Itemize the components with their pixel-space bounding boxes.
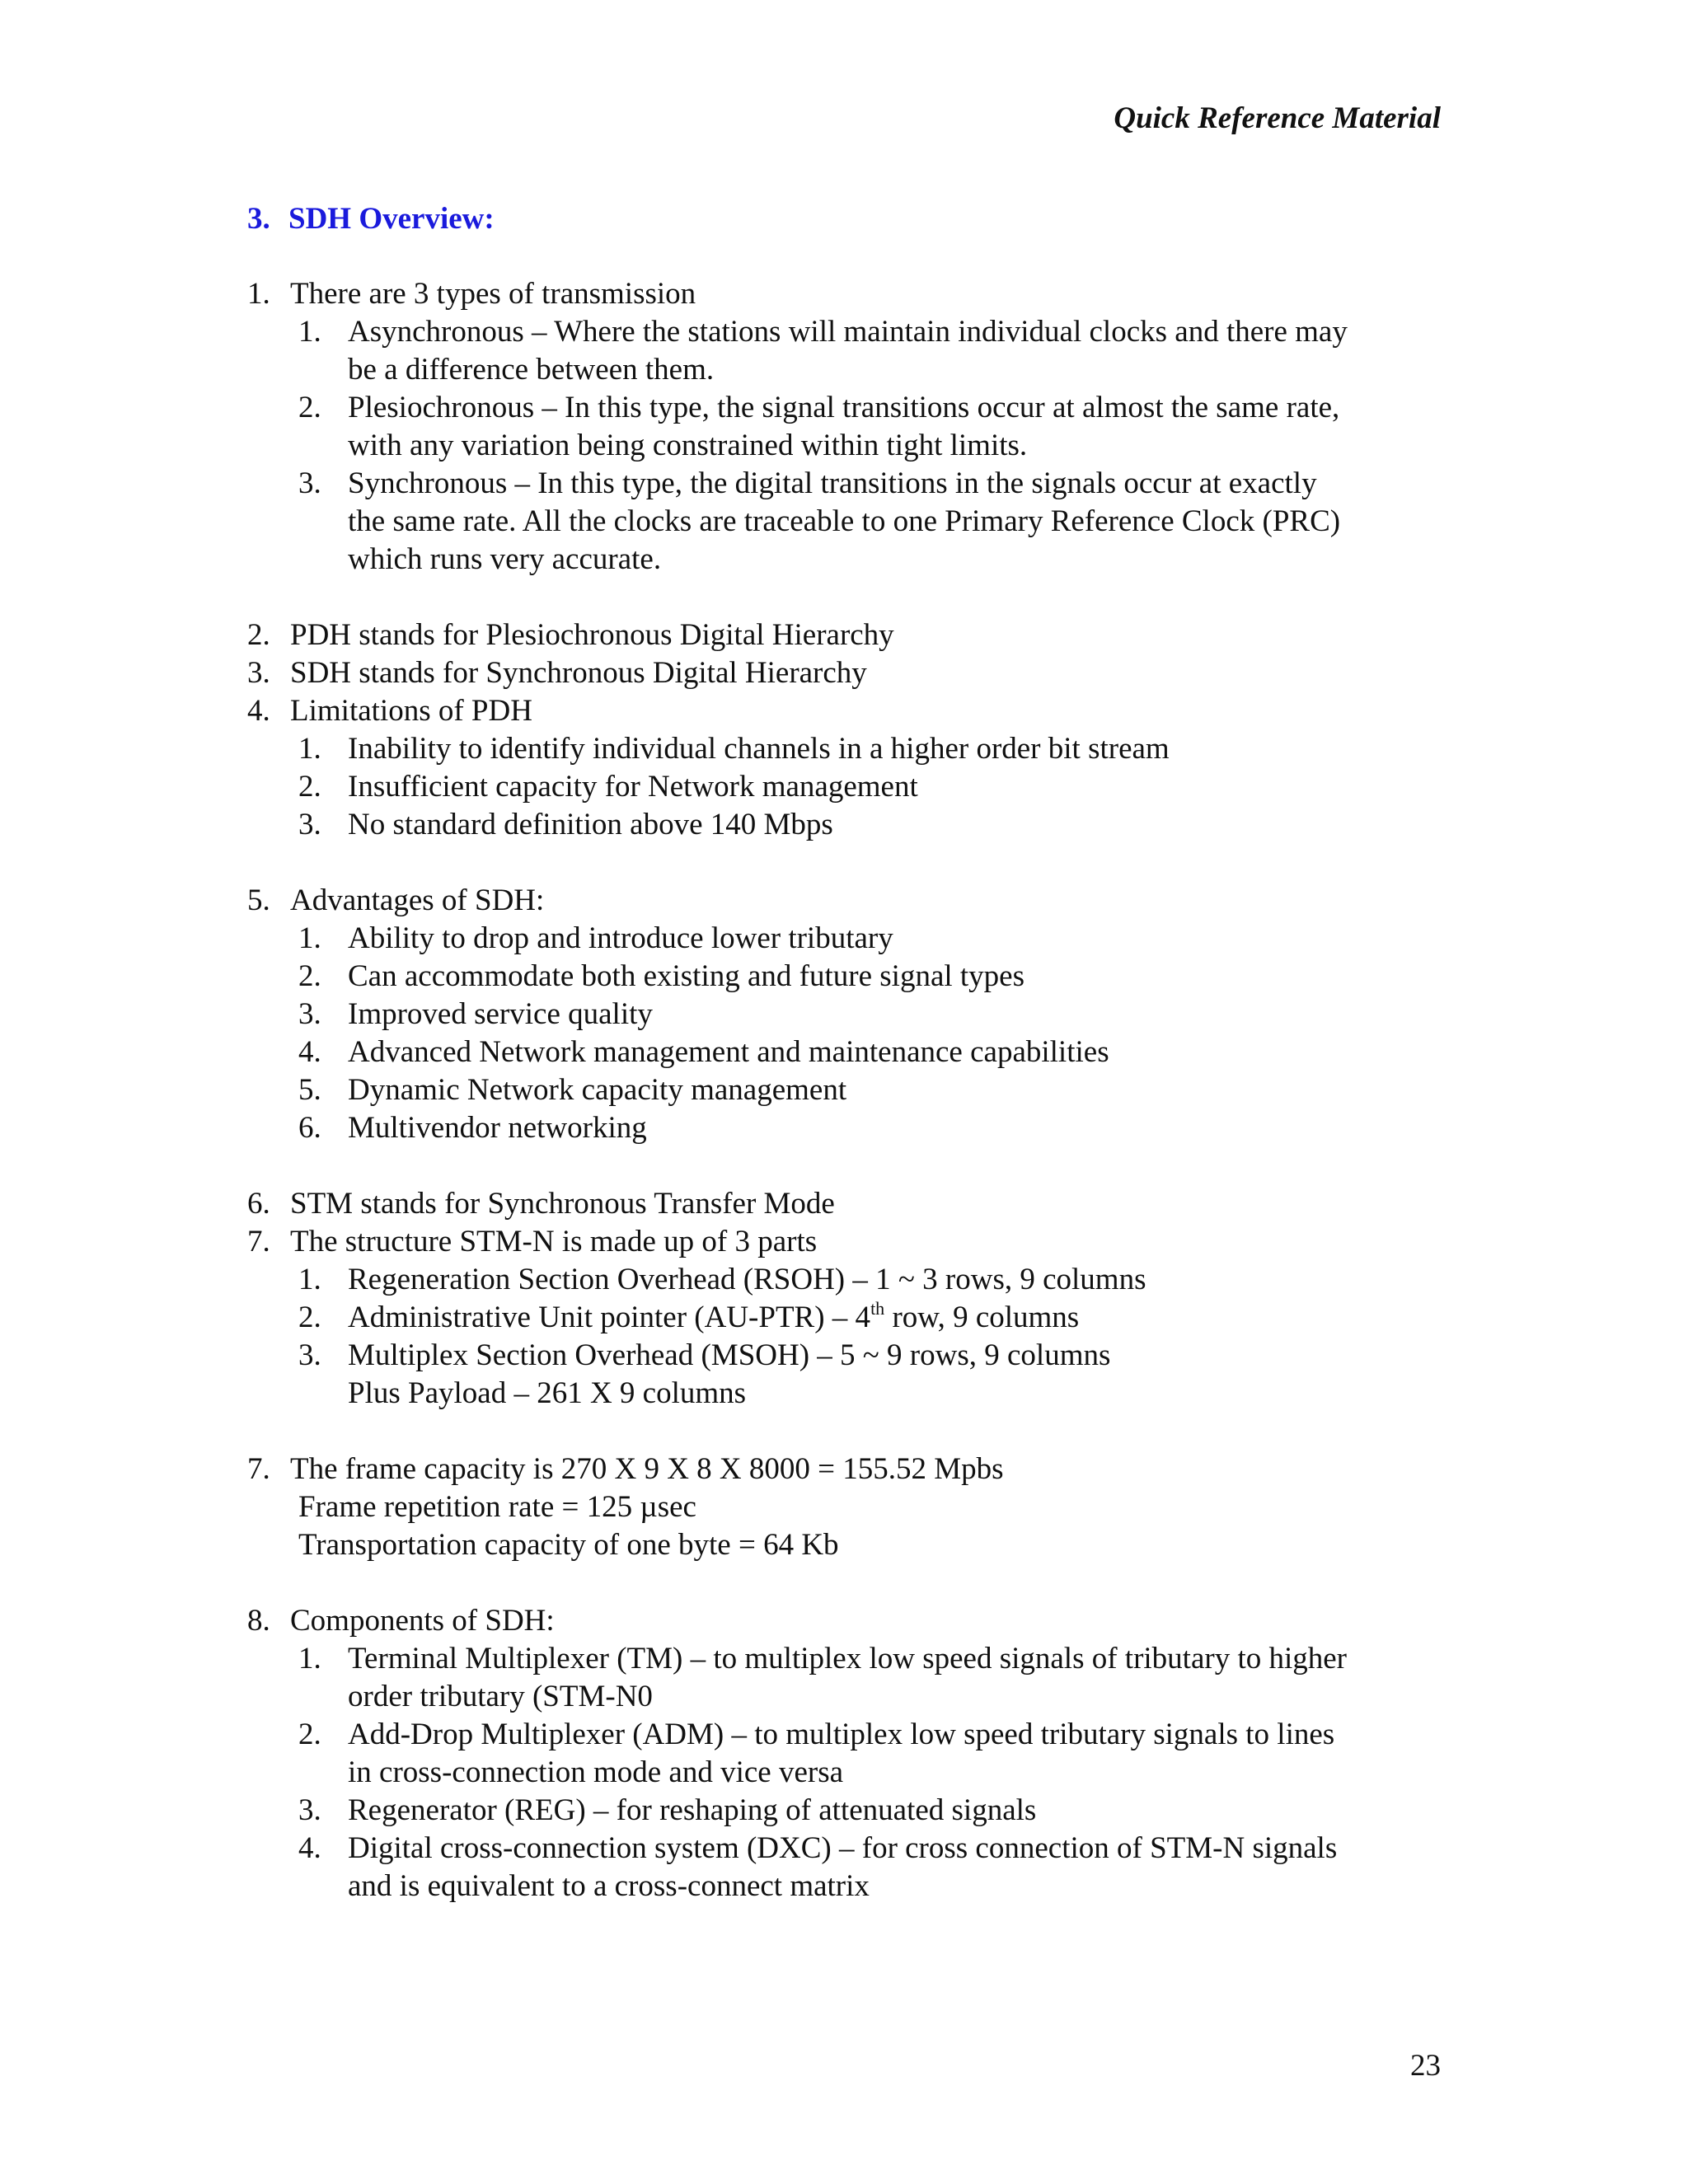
sub-item-text: Regenerator (REG) – for reshaping of attenuated signals bbox=[348, 1793, 1037, 1827]
sub-item-text: Regeneration Section Overhead (RSOH) – 1 ~ 3 rows, 9 columns bbox=[348, 1263, 1146, 1296]
sub-item-line: Terminal Multiplexer (TM) – to multiplex low speed signals of tributary to higher bbox=[348, 1642, 1348, 1675]
list-item-text: Components of SDH: bbox=[290, 1604, 555, 1638]
sub-list-item bbox=[247, 806, 1442, 844]
sub-list-number: 3. bbox=[298, 997, 321, 1031]
sub-list-number: 1. bbox=[298, 315, 321, 349]
sub-item-text: Dynamic Network capacity management bbox=[348, 1073, 847, 1107]
list-number: 7. bbox=[247, 1225, 270, 1258]
list-number: 4. bbox=[247, 694, 270, 728]
sub-list-number: 2. bbox=[298, 770, 321, 804]
continuation-line: Transportation capacity of one byte = 64 Kb bbox=[298, 1528, 839, 1562]
sub-item-text: No standard definition above 140 Mbps bbox=[348, 808, 833, 841]
sub-item-text: row, 9 columns bbox=[884, 1301, 1080, 1334]
sub-item-line: Asynchronous – Where the stations will maintain individual clocks and there may bbox=[348, 315, 1348, 349]
list-item-text: The structure STM-N is made up of 3 parts bbox=[290, 1225, 818, 1258]
list-item bbox=[247, 1602, 1442, 1640]
list-item bbox=[247, 882, 1442, 920]
sub-list-item bbox=[247, 958, 1442, 996]
sub-list-item bbox=[247, 1071, 1442, 1109]
sub-list-number: 1. bbox=[298, 732, 321, 766]
continuation-line: Frame repetition rate = 125 µsec bbox=[298, 1490, 696, 1524]
sub-item-text: Administrative Unit pointer (AU-PTR) – 4 bbox=[348, 1301, 871, 1334]
list-item bbox=[247, 616, 1442, 654]
sub-list-number: 2. bbox=[298, 1718, 321, 1751]
list-item-text: SDH stands for Synchronous Digital Hierarchy bbox=[290, 656, 867, 690]
list-item bbox=[247, 275, 1442, 313]
sub-list-number: 2. bbox=[298, 391, 321, 424]
list-item-text: Advantages of SDH: bbox=[290, 883, 545, 917]
sub-item-line: and is equivalent to a cross-connect matrix bbox=[348, 1869, 870, 1903]
sub-list-item bbox=[247, 465, 1442, 579]
list-item bbox=[247, 1223, 1442, 1261]
sub-list-number: 1. bbox=[298, 921, 321, 955]
sub-item-line: Synchronous – In this type, the digital transitions in the signals occur at exactly bbox=[348, 466, 1317, 500]
list-item-text: STM stands for Synchronous Transfer Mode bbox=[290, 1187, 835, 1221]
list-number: 3. bbox=[247, 656, 270, 690]
list-item bbox=[247, 1451, 1442, 1488]
sub-list-number: 2. bbox=[298, 1301, 321, 1334]
sub-list-number: 4. bbox=[298, 1831, 321, 1865]
sub-list-item bbox=[247, 996, 1442, 1033]
sub-item-line: Add-Drop Multiplexer (ADM) – to multiplex low speed tributary signals to lines bbox=[348, 1718, 1335, 1751]
sub-list-number: 3. bbox=[298, 808, 321, 841]
list-number: 8. bbox=[247, 1604, 270, 1638]
sub-list-item bbox=[247, 1261, 1442, 1299]
list-item bbox=[247, 692, 1442, 730]
superscript: th bbox=[870, 1298, 885, 1319]
sub-list-item bbox=[247, 1109, 1442, 1147]
sub-item-text: Ability to drop and introduce lower tributary bbox=[348, 921, 893, 955]
list-item-text: The frame capacity is 270 X 9 X 8 X 8000 = 155.52 Mpbs bbox=[290, 1452, 1004, 1486]
sub-item-line: the same rate. All the clocks are traceable to one Primary Reference Clock (PRC) bbox=[348, 504, 1341, 538]
sub-list-item bbox=[247, 1830, 1442, 1905]
document-body bbox=[247, 275, 1442, 1905]
sub-list-item bbox=[247, 1716, 1442, 1792]
sub-list-number: 3. bbox=[298, 466, 321, 500]
sub-list-number: 5. bbox=[298, 1073, 321, 1107]
sub-list-item bbox=[247, 1299, 1442, 1337]
sub-list-number: 1. bbox=[298, 1263, 321, 1296]
list-number: 7. bbox=[247, 1452, 270, 1486]
section-title bbox=[247, 201, 495, 237]
sub-list-item bbox=[247, 920, 1442, 958]
list-item bbox=[247, 654, 1442, 692]
sub-item-line: Plesiochronous – In this type, the signal transitions occur at almost the same rate, bbox=[348, 391, 1340, 424]
sub-list-item bbox=[247, 389, 1442, 465]
sub-item-line: Digital cross-connection system (DXC) – for cross connection of STM-N signals bbox=[348, 1831, 1338, 1865]
list-item bbox=[247, 1185, 1442, 1223]
continuation-line: Plus Payload – 261 X 9 columns bbox=[348, 1376, 747, 1410]
section-number: 3. bbox=[247, 202, 270, 236]
list-item-text: PDH stands for Plesiochronous Digital Hierarchy bbox=[290, 618, 894, 652]
sub-item-text: Advanced Network management and maintenance capabilities bbox=[348, 1035, 1109, 1069]
sub-item-text: Improved service quality bbox=[348, 997, 653, 1031]
sub-item-line: in cross-connection mode and vice versa bbox=[348, 1755, 844, 1789]
sub-item-text: Multiplex Section Overhead (MSOH) – 5 ~ 9 rows, 9 columns bbox=[348, 1338, 1111, 1372]
sub-list-number: 3. bbox=[298, 1338, 321, 1372]
list-number: 2. bbox=[247, 618, 270, 652]
list-item-text: Limitations of PDH bbox=[290, 694, 532, 728]
list-number: 5. bbox=[247, 883, 270, 917]
sub-list-number: 2. bbox=[298, 959, 321, 993]
sub-list-item bbox=[247, 313, 1442, 389]
list-item-text: There are 3 types of transmission bbox=[290, 277, 696, 311]
page-header: Quick Reference Material bbox=[1114, 101, 1441, 135]
sub-list-number: 4. bbox=[298, 1035, 321, 1069]
section-title-text: SDH Overview: bbox=[288, 202, 495, 236]
sub-item-line: which runs very accurate. bbox=[348, 542, 662, 576]
sub-list-number: 1. bbox=[298, 1642, 321, 1675]
sub-item-text: Multivendor networking bbox=[348, 1111, 647, 1145]
sub-list-number: 3. bbox=[298, 1793, 321, 1827]
sub-list-item bbox=[247, 1792, 1442, 1830]
sub-item-line: with any variation being constrained within tight limits. bbox=[348, 429, 1028, 462]
sub-list-item bbox=[247, 1033, 1442, 1071]
sub-list-number: 6. bbox=[298, 1111, 321, 1145]
sub-item-text: Can accommodate both existing and future signal types bbox=[348, 959, 1025, 993]
sub-item-line: order tributary (STM-N0 bbox=[348, 1680, 653, 1713]
sub-item-text: Inability to identify individual channels in a higher order bit stream bbox=[348, 732, 1170, 766]
sub-item-text: Insufficient capacity for Network management bbox=[348, 770, 918, 804]
sub-list-item bbox=[247, 1337, 1442, 1375]
page-number: 23 bbox=[1410, 2049, 1441, 2083]
sub-item-line: be a difference between them. bbox=[348, 353, 715, 387]
sub-list-item bbox=[247, 768, 1442, 806]
sub-list-item bbox=[247, 1640, 1442, 1716]
sub-list-item bbox=[247, 730, 1442, 768]
list-number: 1. bbox=[247, 277, 270, 311]
list-number: 6. bbox=[247, 1187, 270, 1221]
